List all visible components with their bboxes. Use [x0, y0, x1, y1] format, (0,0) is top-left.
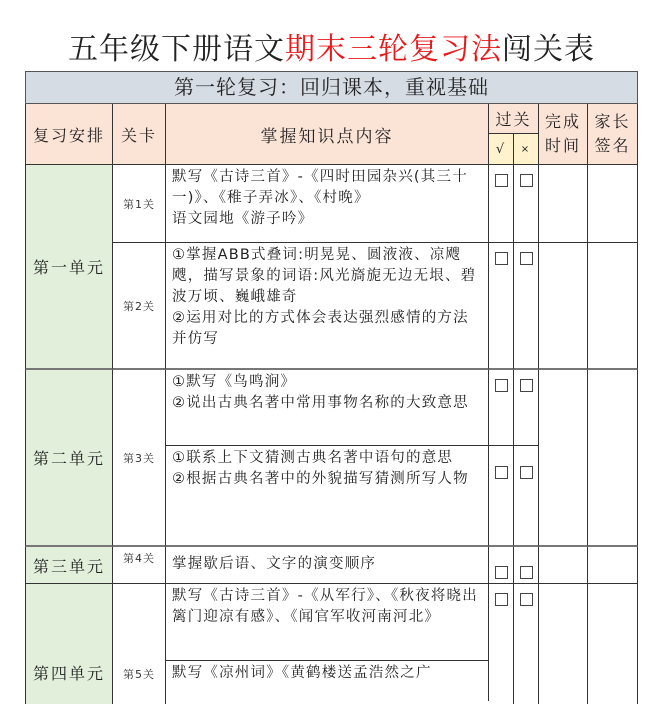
- gate-3b-content: [166, 446, 489, 547]
- unit-2-label: 第二单元: [25, 370, 113, 547]
- gate-3a-content: [166, 370, 489, 446]
- gate-2-pass-yes-cell: [489, 243, 514, 370]
- gate-2-finish-time[interactable]: [539, 243, 588, 370]
- header-arrangement: 复习安排: [25, 104, 113, 165]
- content-line: 默写《古诗三首》-《从军行》、《秋夜将晓出篱门迎凉有感》、《闻官军收河南河北》: [172, 588, 478, 625]
- gate-3b-parent-sign[interactable]: [588, 446, 638, 547]
- header-pass-yes: √: [489, 134, 514, 165]
- gate-5-parent-sign[interactable]: [588, 584, 638, 704]
- gate-5-finish-time[interactable]: [539, 584, 588, 704]
- content-line: ①默写《鸟鸣涧》: [172, 374, 297, 390]
- pass-no-checkbox[interactable]: [520, 174, 533, 187]
- pass-yes-checkbox[interactable]: [495, 174, 508, 187]
- gate-2-content: [166, 243, 489, 370]
- gate-3b-finish-time[interactable]: [539, 446, 588, 547]
- title-highlight: 期末三轮复习法: [285, 32, 502, 67]
- content-line: ②说出古典名著中常用事物名称的大致意思: [172, 395, 469, 411]
- gate-5a-content: [166, 584, 489, 661]
- pass-no-checkbox[interactable]: [520, 379, 533, 392]
- header-pass-no: ×: [514, 134, 539, 165]
- pass-no-checkbox[interactable]: [520, 466, 533, 479]
- header-parent-sign: 家长签名: [588, 104, 638, 165]
- gate-3a-finish-time[interactable]: [539, 370, 588, 446]
- gate-4-parent-sign[interactable]: [588, 547, 638, 584]
- pass-yes-checkbox[interactable]: [495, 252, 508, 265]
- content-line: 默写《凉州词》《黄鹤楼送孟浩然之广: [172, 665, 432, 681]
- gate-2-pass-no-cell: [514, 243, 539, 370]
- gate-4-finish-time[interactable]: [539, 547, 588, 584]
- pass-yes-checkbox[interactable]: [495, 593, 508, 606]
- pass-no-checkbox[interactable]: [520, 252, 533, 265]
- header-gate: 关卡: [113, 104, 166, 165]
- gate-5b-content: [166, 661, 489, 701]
- title-suffix: 闯关表: [502, 32, 595, 67]
- gate-3a-parent-sign[interactable]: [588, 370, 638, 446]
- gate-4-content: [166, 547, 489, 584]
- gate-1-finish-time[interactable]: [539, 165, 588, 243]
- title-prefix: 五年级下册语文: [68, 32, 285, 67]
- gate-1-pass-no-cell: [514, 165, 539, 243]
- header-finish-time: 完成时间: [539, 104, 588, 165]
- gate-3-label: 第3关: [113, 370, 166, 547]
- gate-1-label: 第1关: [113, 165, 166, 243]
- gate-5-pass-yes-cell: [489, 584, 514, 704]
- gate-1-content: [166, 165, 489, 243]
- page-title: [0, 30, 663, 70]
- gate-5-pass-no-cell: [514, 584, 539, 704]
- pass-no-checkbox[interactable]: [520, 566, 533, 579]
- header-pass: 过关: [489, 104, 539, 134]
- content-line: ①掌握ABB式叠词:明晃晃、圆液液、凉飕飕，描写景象的词语:风光旖旎无边无垠、碧波万顷、巍峨雄奇: [172, 247, 477, 305]
- content-line: ②根据古典名著中的外貌描写猜测所写人物: [172, 471, 469, 487]
- gate-1-parent-sign[interactable]: [588, 165, 638, 243]
- round-band: 第一轮复习：回归课本，重视基础: [25, 71, 638, 104]
- unit-3-label: 第三单元: [25, 547, 113, 584]
- content-line: ①联系上下文猜测古典名著中语句的意思: [172, 450, 454, 466]
- unit-4-label: 第四单元: [25, 584, 113, 704]
- gate-4-label: 第4关: [113, 547, 166, 584]
- gate-3a-pass-yes-cell: [489, 370, 514, 446]
- gate-2-parent-sign[interactable]: [588, 243, 638, 370]
- content-line: 掌握歇后语、文字的演变顺序: [172, 556, 377, 572]
- content-line: 默写《古诗三首》-《四时田园杂兴(其三十一)》、《稚子弄冰》、《村晚》: [172, 169, 468, 206]
- gate-5-label: 第5关: [113, 584, 166, 704]
- gate-3b-pass-yes-cell: [489, 446, 514, 547]
- gate-4-pass-no-cell: [514, 547, 539, 584]
- header-content: 掌握知识点内容: [166, 104, 489, 165]
- pass-no-checkbox[interactable]: [520, 593, 533, 606]
- gate-3b-pass-no-cell: [514, 446, 539, 547]
- unit-1-label: 第一单元: [25, 165, 113, 370]
- pass-yes-checkbox[interactable]: [495, 566, 508, 579]
- gate-2-label: 第2关: [113, 243, 166, 370]
- pass-yes-checkbox[interactable]: [495, 466, 508, 479]
- pass-yes-checkbox[interactable]: [495, 379, 508, 392]
- gate-3a-pass-no-cell: [514, 370, 539, 446]
- gate-4-pass-yes-cell: [489, 547, 514, 584]
- content-line: 语文园地《游子吟》: [172, 211, 314, 227]
- gate-1-pass-yes-cell: [489, 165, 514, 243]
- content-line: ②运用对比的方式体会表达强烈感情的方法并仿写: [172, 310, 469, 347]
